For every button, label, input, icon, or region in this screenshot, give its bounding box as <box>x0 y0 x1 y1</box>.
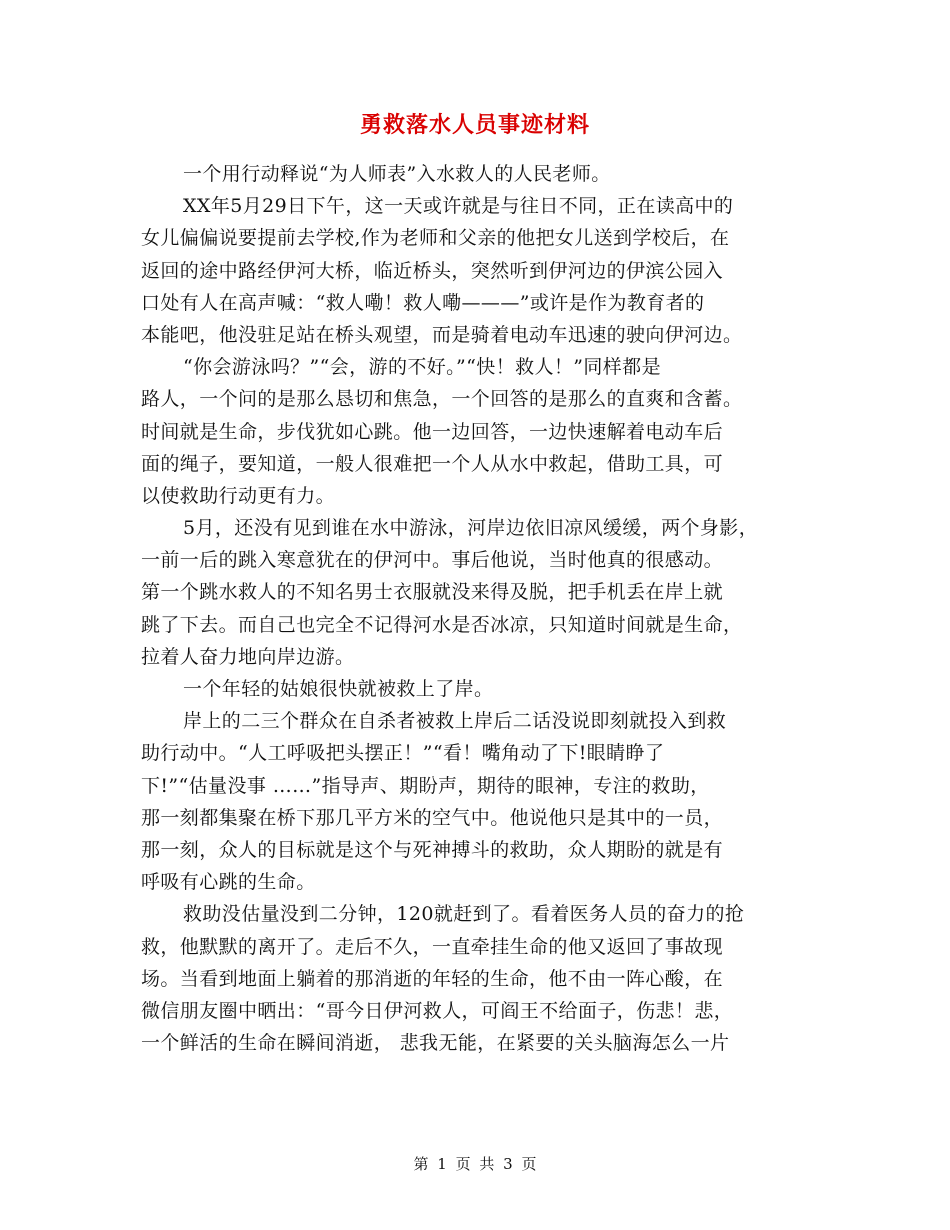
paragraph-line: 下!”“估量没事 ……”指导声、期盼声，期待的眼神，专注的救助， <box>141 774 710 797</box>
document-body <box>141 158 831 1059</box>
paragraph-line: 微信朋友圈中晒出：“哥今日伊河救人，可阎王不给面子，伤悲！悲， <box>141 999 734 1022</box>
paragraph-line: 那一刻，众人的目标就是这个与死神搏斗的救助，众人期盼的就是有 <box>141 838 724 861</box>
paragraph-line: 路人，一个问的是那么恳切和焦急，一个回答的是那么的直爽和含蓄。 <box>141 388 743 411</box>
paragraph-line: 以使救助行动更有力。 <box>141 484 336 507</box>
paragraph-line: XX年5月29日下午，这一天或许就是与往日不同，正在读高中的 <box>183 195 734 218</box>
paragraph-line: 一个年轻的姑娘很快就被救上了岸。 <box>183 678 494 700</box>
page-footer: 第 1 页 共 3 页 <box>413 1155 537 1173</box>
paragraph-line: 返回的途中路经伊河大桥，临近桥头，突然听到伊河边的伊滨公园入 <box>141 259 724 282</box>
paragraph-line: 女儿偏偏说要提前去学校,作为老师和父亲的他把女儿送到学校后，在 <box>141 227 730 250</box>
paragraph-line: “你会游泳吗？”“会，游的不好。”“快！救人！”同样都是 <box>183 356 661 379</box>
paragraph-line: 本能吧，他没驻足站在桥头观望，而是骑着电动车迅速的驶向伊河边。 <box>141 323 743 346</box>
paragraph-line: 场。当看到地面上躺着的那消逝的年轻的生命，他不由一阵心酸，在 <box>141 967 724 990</box>
paragraph-line: 一前一后的跳入寒意犹在的伊河中。事后他说，当时他真的很感动。 <box>141 549 724 572</box>
paragraph-line: 面的绳子，要知道，一般人很难把一个人从水中救起，借助工具，可 <box>141 452 724 475</box>
paragraph-line: 一个鲜活的生命在瞬间消逝， 悲我无能，在紧要的关头脑海怎么一片 <box>141 1032 730 1055</box>
paragraph-line: 那一刻都集聚在桥下那几平方米的空气中。他说他只是其中的一员， <box>141 806 724 829</box>
paragraph-line: 跳了下去。而自己也完全不记得河水是否冰凉，只知道时间就是生命， <box>141 613 743 636</box>
paragraph-line: 助行动中。“人工呼吸把头摆正！”“看！嘴角动了下!眼睛睁了 <box>141 742 665 765</box>
paragraph-line: 岸上的二三个群众在自杀者被救上岸后二话没说即刻就投入到救 <box>183 710 727 733</box>
paragraph-line: 拉着人奋力地向岸边游。 <box>141 645 355 668</box>
paragraph-line: 5月，还没有见到谁在水中游泳，河岸边依旧凉风缓缓，两个身影， <box>183 517 759 540</box>
paragraph-line: 一个用行动释说“为人师表”入水救人的人民老师。 <box>183 163 611 185</box>
document-title: 勇救落水人员事迹材料 <box>359 112 590 138</box>
paragraph-line: 口处有人在高声喊：“救人嘞！救人嘞———”或许是作为教育者的 <box>141 291 705 314</box>
paragraph-line: 救助没估量没到二分钟，120就赶到了。看着医务人员的奋力的抢 <box>183 903 745 926</box>
paragraph-line: 救，他默默的离开了。走后不久，一直牵挂生命的他又返回了事故现 <box>141 935 724 958</box>
paragraph-line: 呼吸有心跳的生命。 <box>141 871 316 894</box>
paragraph-line: 第一个跳水救人的不知名男士衣服就没来得及脱，把手机丢在岸上就 <box>141 581 724 604</box>
paragraph-line: 时间就是生命，步伐犹如心跳。他一边回答，一边快速解着电动车后 <box>141 420 724 443</box>
